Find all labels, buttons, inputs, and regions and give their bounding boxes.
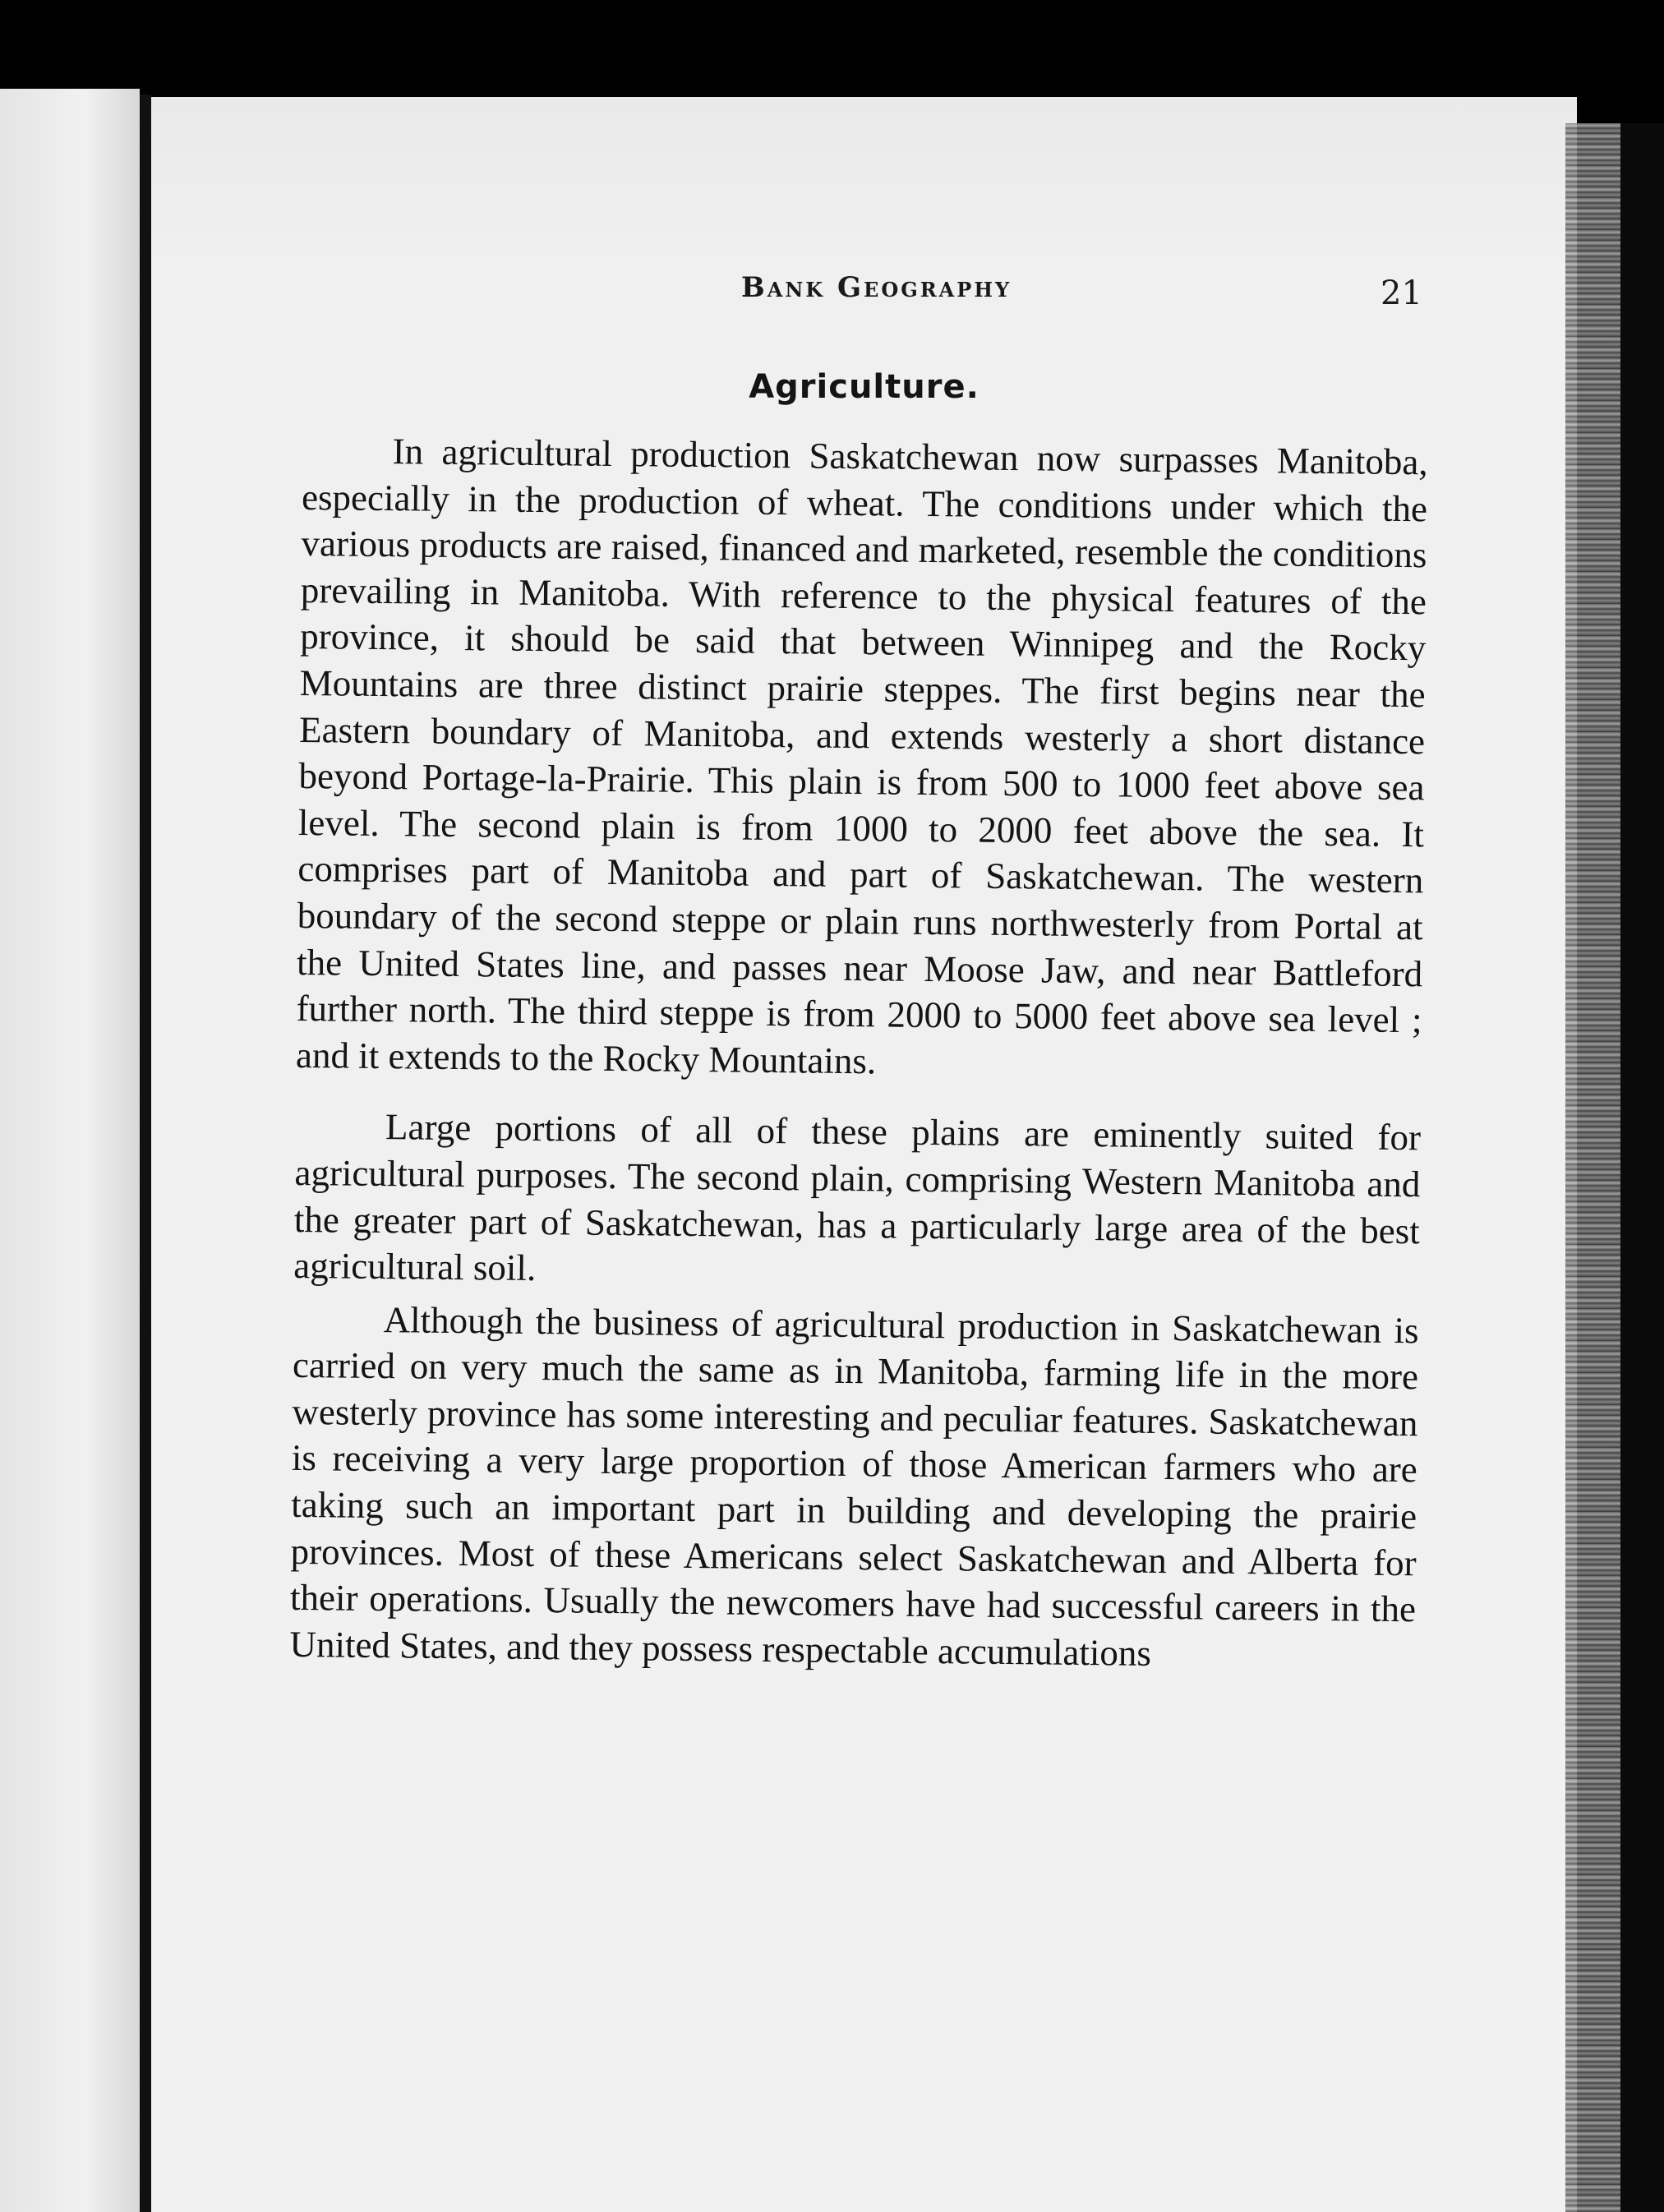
page-right-edge (1565, 123, 1623, 2212)
previous-page-edge (0, 89, 140, 2212)
paragraph: Large portions of all of these plains are eminently suited for agricultural purposes. The second plain, comprising Western Manitoba and the greater part of Saskatchewan, has a particularly large area of the best agricultural soil. (293, 1106, 1422, 1289)
paragraph: Although the business of agricultural production in Saskatchewan is carried on very much the same as in Manitoba, farming life in the more westerly province has some interesting and peculiar features. Saskatchewan is receiving a very large proportion of those American farmers who are taking such an important part in building and developing the prairie provinces. Most of these Americans select Saskatchewan and Alberta for their operations. Usually the newcomers have had successful careers in the United States, and they possess respectable accumulations (289, 1298, 1419, 1674)
right-scan-margin (1620, 123, 1664, 2212)
paragraph: In agricultural production Saskatchewan now surpasses Manitoba, especially in the production of wheat. The conditions under which the various products are raised, financed and marketed, resemble the conditions prevailing in Manitoba. With reference to the physical features of the province, it should be said that between Winnipeg and the Rocky Mountains are three distinct prairie steppes. The first begins near the Eastern boundary of Manitoba, and extends westerly a short distance beyond Portage-la-Prairie. This plain is from 500 to 1000 feet above sea level. The second plain is from 1000 to 2000 feet above the sea. It comprises part of Manitoba and part of Saskatchewan. The western boundary of the second steppe or plain runs northwesterly from Portal at the United States line, and passes near Moose Jaw, and near Battleford further north. The third steppe is from 2000 to 5000 feet above sea level ; and it extends to the Rocky Mountains. (295, 431, 1428, 1082)
body-text (289, 427, 1428, 1680)
section-title: Agriculture. (749, 368, 980, 406)
book-binding-shadow (140, 94, 151, 2212)
page-header (151, 271, 1577, 320)
running-head: Bank Geography (741, 271, 1012, 304)
page-number: 21 (1381, 274, 1422, 312)
